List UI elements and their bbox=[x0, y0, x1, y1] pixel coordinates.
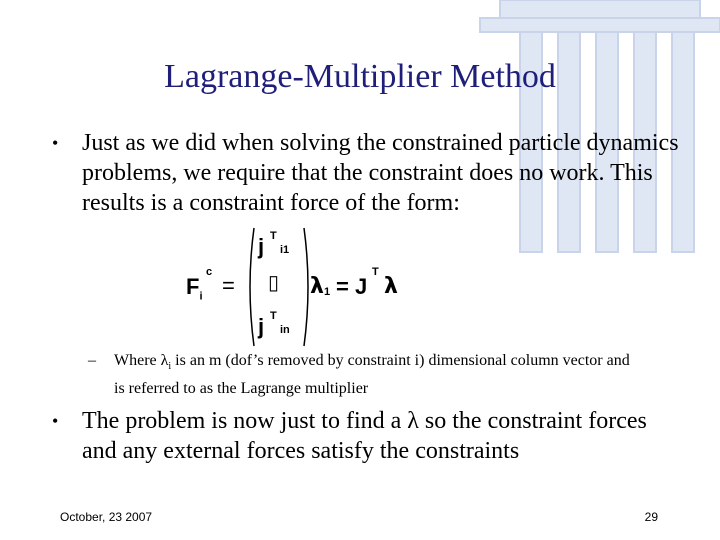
sub-bullet-text bbox=[114, 350, 634, 400]
eq-lhs-sup: c bbox=[206, 266, 213, 278]
eq-equals: = bbox=[222, 273, 235, 298]
eq-matrix-top-symbol: j bbox=[258, 234, 265, 259]
bullet-1-text: Just as we did when solving the constrained particle dynamics problems, we require that the constraint does no work. This results is a constraint force of the form: bbox=[82, 130, 679, 216]
eq-rhs-sup: T bbox=[372, 266, 379, 278]
dash-icon: – bbox=[88, 352, 96, 369]
eq-matrix-top-sup: T bbox=[270, 230, 277, 242]
eq-lambda-sub: 1 bbox=[324, 286, 331, 298]
eq-matrix-bottom-sub: in bbox=[280, 324, 290, 336]
eq-rhs-lambda: λ bbox=[384, 274, 398, 299]
eq-rhs: = J bbox=[336, 274, 368, 299]
bullet-dot-icon: • bbox=[52, 133, 59, 153]
eq-matrix-bottom-symbol: j bbox=[258, 314, 265, 339]
eq-matrix-bottom-sup: T bbox=[270, 310, 277, 322]
eq-lhs-sub: i bbox=[199, 290, 203, 303]
eq-ellipsis: ▯ bbox=[268, 272, 280, 294]
sub-bullet-text-after: is an m (dof’s removed by constraint i) dimensional column vector and is referred to as the Lagrange multiplier bbox=[114, 352, 630, 398]
eq-lambda: λ bbox=[310, 274, 324, 299]
eq-lhs bbox=[186, 274, 203, 302]
bullet-2-text: The problem is now just to find a λ so the constraint forces and any external forces satisfy the constraints bbox=[82, 408, 647, 464]
eq-lhs-symbol: F bbox=[186, 274, 200, 299]
eq-matrix-top bbox=[258, 234, 264, 260]
slide-title: Lagrange-Multiplier Method bbox=[164, 58, 556, 95]
footer-page-number: 29 bbox=[644, 510, 658, 524]
footer-date: October, 23 2007 bbox=[60, 510, 153, 524]
sub-bullet-subscript: i bbox=[168, 361, 172, 373]
bullet-dot-icon: • bbox=[52, 411, 59, 431]
sub-bullet-text-before: Where λ bbox=[114, 352, 169, 369]
eq-matrix-bottom bbox=[258, 314, 264, 340]
eq-matrix-top-sub: i1 bbox=[280, 244, 290, 256]
